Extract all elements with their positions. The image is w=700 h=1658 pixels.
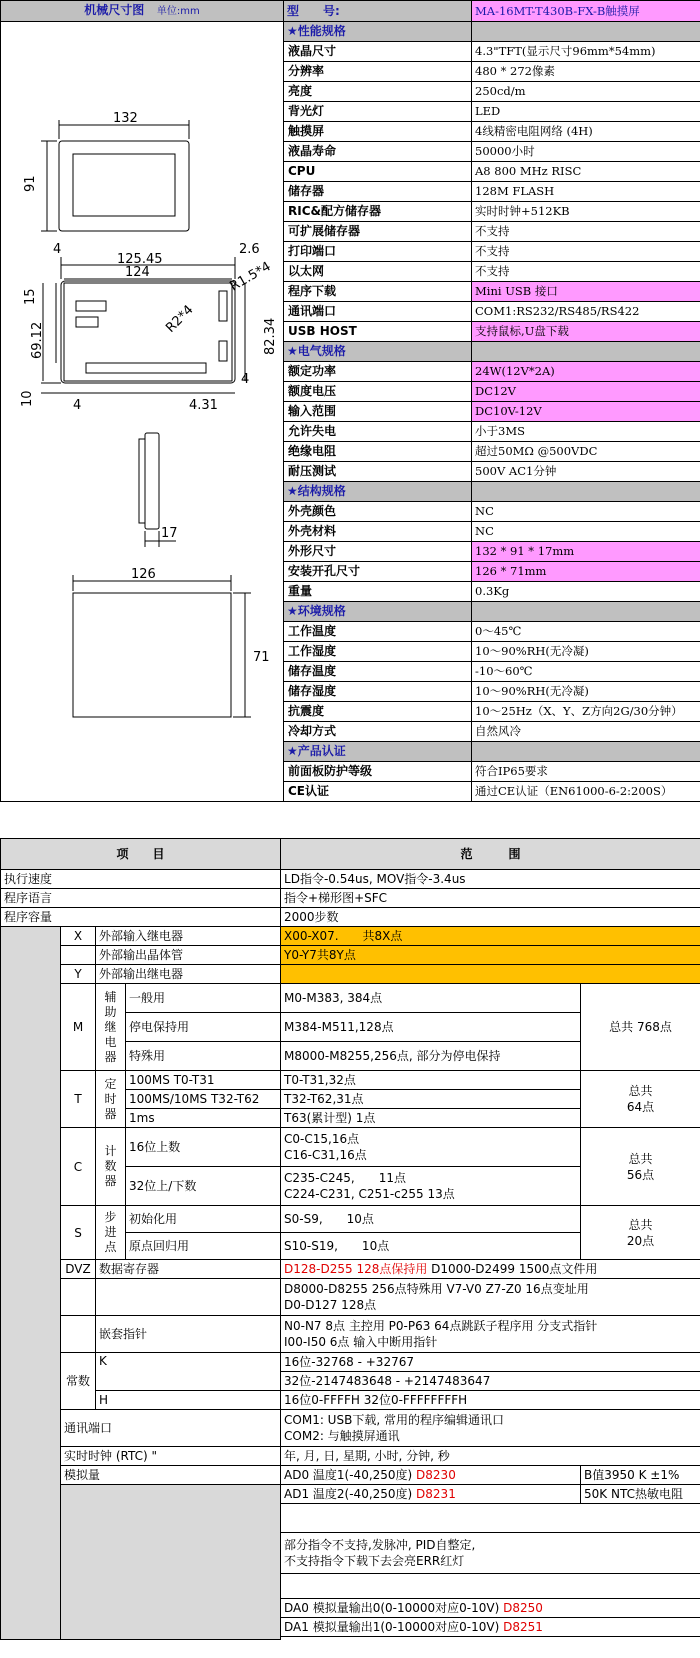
- dim-126: 126: [131, 567, 156, 582]
- k-label: K: [96, 1353, 281, 1391]
- const-label: 常数: [61, 1353, 96, 1410]
- spec-value: 10～90%RH(无冷凝): [472, 642, 700, 662]
- spec-key: 通讯端口: [284, 302, 472, 322]
- m2-key: 停电保持用: [126, 1013, 281, 1042]
- t2-key: 100MS/10MS T32-T62: [126, 1090, 281, 1109]
- prog-lang-label: 程序语言: [1, 889, 281, 908]
- t1-key: 100MS T0-T31: [126, 1071, 281, 1090]
- ad1-value: [281, 1485, 581, 1504]
- x-label: X: [61, 927, 96, 946]
- spec-value: 超过50MΩ @500VDC: [472, 442, 700, 462]
- spec-section-fill: [472, 602, 700, 622]
- spec-section-title: ★产品认证: [284, 742, 472, 762]
- table-row: [1, 908, 700, 927]
- spec-key: 外壳材料: [284, 522, 472, 542]
- spec-key: 液晶寿命: [284, 142, 472, 162]
- table-row: [1, 965, 700, 984]
- spec-value: Mini USB 接口: [472, 282, 700, 302]
- table-row: [1, 984, 700, 1013]
- spec-value: 132 * 91 * 17mm: [472, 542, 700, 562]
- spec-value: COM1:RS232/RS485/RS422: [472, 302, 700, 322]
- s2-value: S10-S19, 10点: [281, 1233, 581, 1260]
- table-row: [1, 1410, 700, 1447]
- x-key: 外部输入继电器: [96, 927, 281, 946]
- rtc-value: 年, 月, 日, 星期, 小时, 分钟, 秒: [281, 1447, 700, 1466]
- model-value: MA-16MT-T430B-FX-B触摸屏: [472, 1, 700, 22]
- spec-key: 工作温度: [284, 622, 472, 642]
- c-total: 总共 56点: [581, 1128, 700, 1206]
- spec-key: 储存器: [284, 182, 472, 202]
- da0-reg: D8250: [503, 1601, 543, 1615]
- spec-key: 液晶尺寸: [284, 42, 472, 62]
- spec-value: 支持鼠标,U盘下载: [472, 322, 700, 342]
- spec-key: 储存湿度: [284, 682, 472, 702]
- t-label: T: [61, 1071, 96, 1128]
- spec-value: 小于3MS: [472, 422, 700, 442]
- ad0-text: AD0 温度1(-40,250度): [284, 1468, 417, 1482]
- spec-value: 符合IP65要求: [472, 762, 700, 782]
- table-row: [1, 1316, 700, 1353]
- c-sub: 计 数 器: [96, 1128, 126, 1206]
- spec-key: 打印端口: [284, 242, 472, 262]
- table-row: [1, 870, 700, 889]
- spec-key: 冷却方式: [284, 722, 472, 742]
- m-label: M: [61, 984, 96, 1071]
- t1-value: T0-T31,32点: [281, 1071, 581, 1090]
- m-total: 总共 768点: [581, 984, 700, 1071]
- ad1-note: 50K NTC热敏电阻: [581, 1485, 700, 1504]
- y2-value: [281, 965, 700, 984]
- com-key: 通讯端口: [61, 1410, 281, 1447]
- spec-value: 24W(12V*2A): [472, 362, 700, 382]
- dim-125: 125.45: [117, 252, 163, 267]
- note-value: 部分指令不支持,发脉冲, PID自整定, 不支持指令下载下去会亮ERR红灯: [281, 1533, 700, 1574]
- spec-key: CE认证: [284, 782, 472, 802]
- dim-15: 15: [23, 288, 38, 305]
- dvz-key: 数据寄存器: [96, 1260, 281, 1279]
- spec-value: 4线精密电阻网络 (4H): [472, 122, 700, 142]
- ad0-note: B值3950 K ±1%: [581, 1466, 700, 1485]
- da1-reg: D8251: [503, 1620, 543, 1634]
- prog-lang-value: 指令+梯形图+SFC: [281, 889, 700, 908]
- spec-key: 背光灯: [284, 102, 472, 122]
- c-label: C: [61, 1128, 96, 1206]
- spec-value: 10～25Hz（X、Y、Z方向2G/30分钟）: [472, 702, 700, 722]
- spec-key: 额度电压: [284, 382, 472, 402]
- s2-key: 原点回归用: [126, 1233, 281, 1260]
- dvz-red: D128-D255 128点保持用: [284, 1262, 428, 1276]
- spec-key: 亮度: [284, 82, 472, 102]
- spec-value: DC12V: [472, 382, 700, 402]
- spec-value: 4.3"TFT(显示尺寸96mm*54mm): [472, 42, 700, 62]
- spec-key: 安装开孔尺寸: [284, 562, 472, 582]
- k2-value: 32位-2147483648 - +2147483647: [281, 1372, 700, 1391]
- dim-10: 10: [20, 390, 35, 407]
- mechanical-drawing: [1, 21, 282, 811]
- dim-17: 17: [161, 526, 178, 541]
- spec-key: 输入范围: [284, 402, 472, 422]
- spec-value: 10～90%RH(无冷凝): [472, 682, 700, 702]
- dim-4c: 4: [241, 372, 250, 387]
- spec-key: 触摸屏: [284, 122, 472, 142]
- spec-value: 不支持: [472, 222, 700, 242]
- dim-r15: R1.5*4: [227, 259, 274, 295]
- spec-value: 0～45℃: [472, 622, 700, 642]
- dim-82: 82.34: [263, 317, 278, 355]
- dim-2-6: 2.6: [239, 242, 260, 257]
- unit-label: 单位:mm: [156, 6, 200, 17]
- dvz2-value: D8000-D8255 256点特殊用 V7-V0 Z7-Z0 16点变址用 D0-D127 128点: [281, 1279, 700, 1316]
- spec-value: 50000小时: [472, 142, 700, 162]
- table-row: [1, 946, 700, 965]
- item-header: 项 目: [1, 839, 281, 870]
- k1-value: 16位-32768 - +32767: [281, 1353, 700, 1372]
- spec-value: 通过CE认证（EN61000-6-2:200S）: [472, 782, 700, 802]
- spec-key: 允许失电: [284, 422, 472, 442]
- s-total: 总共 20点: [581, 1206, 700, 1260]
- ad0-value: [281, 1466, 581, 1485]
- s1-key: 初始化用: [126, 1206, 281, 1233]
- spec-key: 程序下载: [284, 282, 472, 302]
- x-value: X00-X07. 共8X点: [281, 927, 700, 946]
- drawing-header: [1, 1, 284, 22]
- table-row: [1, 1353, 700, 1372]
- spec-key: RIC&配方储存器: [284, 202, 472, 222]
- spec-value: 实时时钟+512KB: [472, 202, 700, 222]
- m2-value: M384-M511,128点: [281, 1013, 581, 1042]
- dim-4b: 4: [73, 398, 82, 413]
- spec-value: 自然风冷: [472, 722, 700, 742]
- table-row: [1, 889, 700, 908]
- spec-value: -10～60℃: [472, 662, 700, 682]
- t-total: 总共 64点: [581, 1071, 700, 1128]
- ptr-key: 嵌套指针: [96, 1316, 281, 1353]
- prog-cap-value: 2000步数: [281, 908, 700, 927]
- dvz-value: [281, 1260, 700, 1279]
- m1-value: M0-M383, 384点: [281, 984, 581, 1013]
- spec-key: 外壳颜色: [284, 502, 472, 522]
- spec-value: 480 * 272像素: [472, 62, 700, 82]
- table-row: [1, 1128, 700, 1167]
- spec-section-fill: [472, 742, 700, 762]
- y1-value: Y0-Y7共8Y点: [281, 946, 700, 965]
- analog-blank: [61, 1485, 281, 1640]
- spec-key: 工作湿度: [284, 642, 472, 662]
- da1-value: [281, 1618, 700, 1637]
- spec-key: 储存温度: [284, 662, 472, 682]
- rtc-key: 实时时钟 (RTC) ": [61, 1447, 281, 1466]
- dim-4-31: 4.31: [189, 398, 218, 413]
- spec-value: 不支持: [472, 262, 700, 282]
- ptr-value: N0-N7 8点 主控用 P0-P63 64点跳跃子程序用 分支式指针 I00-I50 6点 输入中断用指针: [281, 1316, 700, 1353]
- dvz-label: DVZ: [61, 1260, 96, 1279]
- plc-table: [0, 838, 700, 1640]
- c2-key: 32位上/下数: [126, 1167, 281, 1206]
- range-header: 范 围: [281, 839, 700, 870]
- dim-69: 69.12: [30, 321, 45, 359]
- spec-value: DC10V-12V: [472, 402, 700, 422]
- ad1-text: AD1 温度2(-40,250度): [284, 1487, 417, 1501]
- table-row: [1, 1447, 700, 1466]
- spec-key: 额定功率: [284, 362, 472, 382]
- c2-value: C235-C245, 11点 C224-C231, C251-c255 13点: [281, 1167, 581, 1206]
- spec-value: A8 800 MHz RISC: [472, 162, 700, 182]
- com-value: COM1: USB下载, 常用的程序编辑通讯口 COM2: 与触摸屏通讯: [281, 1410, 700, 1447]
- c1-value: C0-C15,16点 C16-C31,16点: [281, 1128, 581, 1167]
- spec-key: 分辨率: [284, 62, 472, 82]
- spec-value: 128M FLASH: [472, 182, 700, 202]
- dim-71: 71: [253, 650, 270, 665]
- m-sub: 辅 助 继 电 器: [96, 984, 126, 1071]
- spec-section-title: ★电气规格: [284, 342, 472, 362]
- spec-key: 重量: [284, 582, 472, 602]
- t3-key: 1ms: [126, 1109, 281, 1128]
- spec-value: 0.3Kg: [472, 582, 700, 602]
- m1-key: 一般用: [126, 984, 281, 1013]
- s-label: S: [61, 1206, 96, 1260]
- spec-value: NC: [472, 502, 700, 522]
- spec-value: 不支持: [472, 242, 700, 262]
- group-blank: [1, 927, 61, 1640]
- prog-cap-label: 程序容量: [1, 908, 281, 927]
- t2-value: T32-T62,31点: [281, 1090, 581, 1109]
- table-row: [1, 1466, 700, 1485]
- c1-key: 16位上数: [126, 1128, 281, 1167]
- spec-value: LED: [472, 102, 700, 122]
- y2-key: 外部输出继电器: [96, 965, 281, 984]
- da0-text: DA0 模拟量输出0(0-10000对应0-10V): [284, 1601, 504, 1615]
- da1-text: DA1 模拟量输出1(0-10000对应0-10V): [284, 1620, 504, 1634]
- table-row: [1, 1260, 700, 1279]
- t-sub: 定 时 器: [96, 1071, 126, 1128]
- spec-section-fill: [472, 482, 700, 502]
- h-value: 16位0-FFFFH 32位0-FFFFFFFFH: [281, 1391, 700, 1410]
- y1-key: 外部输出晶体管: [96, 946, 281, 965]
- spec-value: 126 * 71mm: [472, 562, 700, 582]
- dim-4a: 4: [53, 242, 62, 257]
- spec-key: USB HOST: [284, 322, 472, 342]
- spec-section-fill: [472, 22, 700, 42]
- da0-value: [281, 1599, 700, 1618]
- spec-value: 250cd/m: [472, 82, 700, 102]
- spec-key: 绝缘电阻: [284, 442, 472, 462]
- dim-124: 124: [125, 265, 150, 280]
- spec-section-title: ★结构规格: [284, 482, 472, 502]
- m3-key: 特殊用: [126, 1042, 281, 1071]
- spec-key: CPU: [284, 162, 472, 182]
- ad0-reg: D8230: [416, 1468, 456, 1482]
- ad1-reg: D8231: [416, 1487, 456, 1501]
- spec-key: 抗震度: [284, 702, 472, 722]
- s1-value: S0-S9, 10点: [281, 1206, 581, 1233]
- dvz-rest: D1000-D2499 1500点文件用: [427, 1262, 598, 1276]
- spec-key: 以太网: [284, 262, 472, 282]
- spec-key: 可扩展储存器: [284, 222, 472, 242]
- spec-section-title: ★性能规格: [284, 22, 472, 42]
- m3-value: M8000-M8255,256点, 部分为停电保持: [281, 1042, 581, 1071]
- table-row: [1, 1391, 700, 1410]
- h-label: H: [96, 1391, 281, 1410]
- t3-value: T63(累计型) 1点: [281, 1109, 581, 1128]
- spec-section-fill: [472, 342, 700, 362]
- spec-value: 500V AC1分钟: [472, 462, 700, 482]
- s-sub: 步 进 点: [96, 1206, 126, 1260]
- plc-header-row: [1, 839, 700, 870]
- spec-key: 耐压测试: [284, 462, 472, 482]
- dim-r2: R2*4: [163, 302, 197, 336]
- exec-speed-value: LD指令-0.54us, MOV指令-3.4us: [281, 870, 700, 889]
- spec-key: 前面板防护等级: [284, 762, 472, 782]
- spec-key: 外形尺寸: [284, 542, 472, 562]
- exec-speed-label: 执行速度: [1, 870, 281, 889]
- table-row: [1, 1485, 700, 1504]
- table-row: [1, 1206, 700, 1233]
- spec-value: NC: [472, 522, 700, 542]
- y-label: Y: [61, 965, 96, 984]
- table-row: [1, 1071, 700, 1090]
- table-row: [1, 1279, 700, 1316]
- table-row: [1, 927, 700, 946]
- spec-section-title: ★环境规格: [284, 602, 472, 622]
- analog-key: 模拟量: [61, 1466, 281, 1485]
- drawing-title: 机械尺寸图: [84, 3, 145, 17]
- dim-132: 132: [113, 111, 138, 126]
- model-key: 型 号:: [284, 1, 472, 22]
- dim-91: 91: [23, 175, 38, 192]
- spec-header-row: [1, 1, 700, 22]
